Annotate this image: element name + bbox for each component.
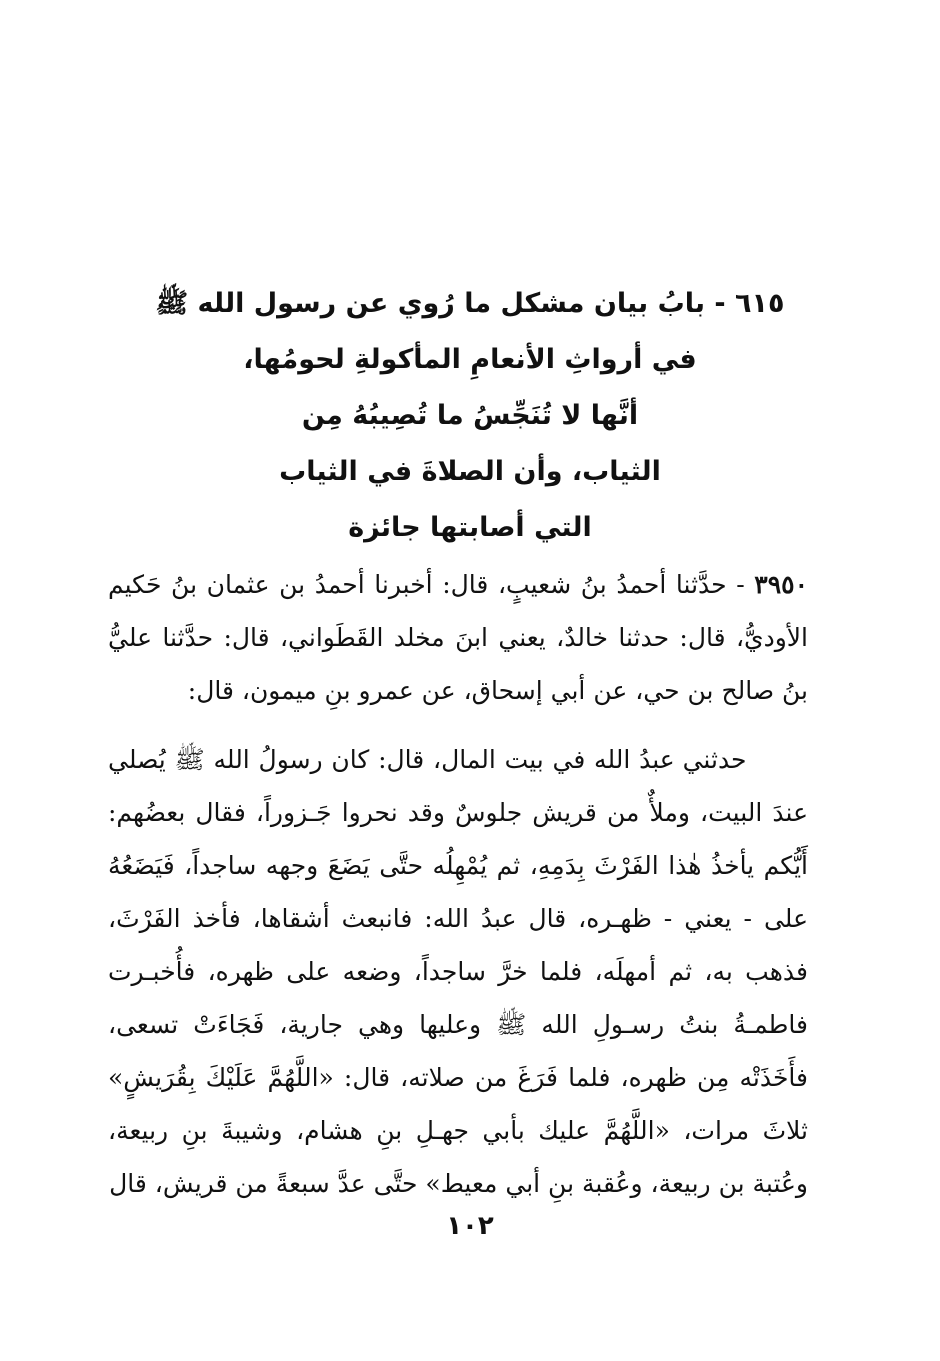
hadith-text bbox=[108, 558, 808, 1210]
chapter-heading-line: في أرواثِ الأنعامِ المأكولةِ لحومُها، bbox=[243, 344, 697, 375]
page-number: ١٠٢ bbox=[446, 1211, 494, 1241]
hadith-isnad-paragraph bbox=[108, 558, 808, 717]
chapter-heading bbox=[140, 276, 800, 556]
hadith-isnad: - حدَّثنا أحمدُ بنُ شعيبٍ، قال: أخبرنا أحمدُ بن عثمان بنُ حَكيم الأوديُّ، قال: حدثنا خالدٌ، يعني ابنَ مخلد القَطَواني، قال: حدَّثنا عليُّ بنُ صالح بن حي، عن أبي إسحاق، عن عمرو بنِ ميمون، قال: bbox=[108, 570, 808, 705]
hadith-matn: حدثني عبدُ الله في بيت المال، قال: كان رسولُ الله ﷺ يُصلي عندَ البيت، وملأٌ من قريش جلوسٌ وقد نحروا جَـزوراً، فقال بعضُهم: أَيُّكم يأخذُ هٰذا الفَرْثَ بِدَمِهِ، ثم يُمْهِلُه حتَّى يَضَعَ وجهه ساجداً، فَيَضَعُهُ على - يعني - ظهـره، قال عبدُ الله: فانبعث أشقاها، فأخذ الفَرْثَ، فذهب به، ثم أمهلَه، فلما خرَّ ساجداً، وضعه على ظهره، فأُخبـرت فاطمـةُ بنتُ رسـولِ الله ﷺ وعليها وهي جارية، فَجَاءَتْ تسعى، فأَخَذَتْه مِن ظهره، فلما فَرَغَ من صلاته، قال: «اللَّهُمَّ عَلَيْكَ بِقُرَيشٍ» ثلاثَ مرات، «اللَّهُمَّ عليك بأبي جهـلِ بنِ هشام، وشيبةَ بنِ ربيعة، وعُتبة بن ربيعة، وعُقبة بنِ أبي معيط» حتَّى عدَّ سبعةً من قريش، قال bbox=[108, 745, 808, 1198]
hadith-matn-paragraph bbox=[108, 733, 808, 1210]
chapter-heading-line: ٦١٥ - بابُ بيان مشكل ما رُوي عن رسول الله ﷺ bbox=[155, 288, 785, 319]
chapter-heading-line: أنَّها لا تُنَجِّسُ ما تُصِيبُهُ مِن bbox=[301, 400, 639, 431]
chapter-heading-line: الثياب، وأن الصلاةَ في الثياب bbox=[279, 456, 661, 487]
hadith-number: ٣٩٥٠ bbox=[754, 570, 808, 599]
chapter-heading-line: التي أصابتها جائزة bbox=[348, 512, 592, 543]
paragraph-gap bbox=[108, 717, 808, 733]
